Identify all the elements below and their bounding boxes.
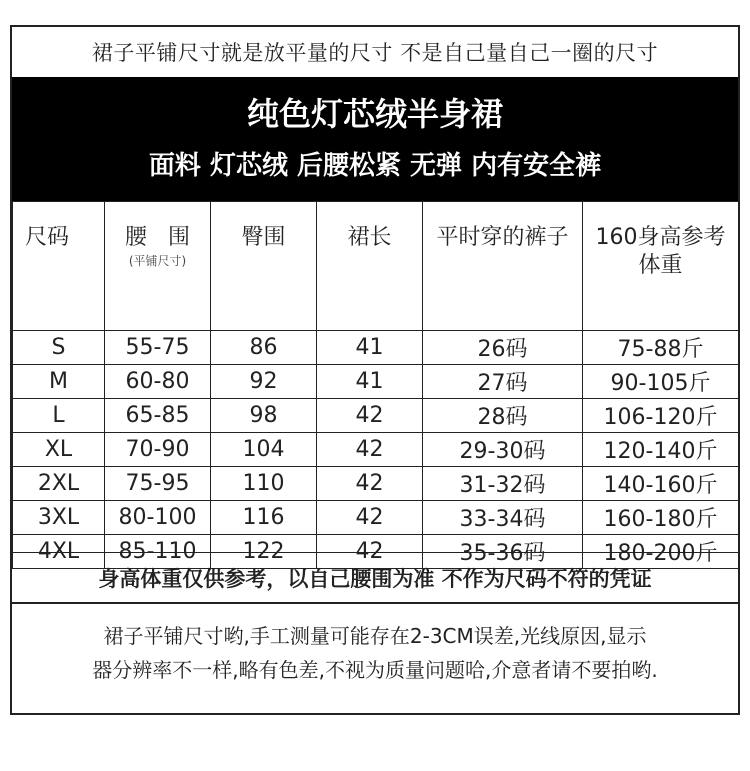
table-row bbox=[13, 467, 739, 501]
table-cell: 110 bbox=[211, 467, 317, 501]
disclaimer-line: 裙子平铺尺寸哟,手工测量可能存在2-3CM误差,光线原因,显示 bbox=[103, 624, 647, 648]
product-subtitle: 面料 灯芯绒 后腰松紧 无弹 内有安全裤 bbox=[148, 151, 602, 181]
table-cell: 42 bbox=[317, 399, 423, 433]
table-cell: 180-200斤 bbox=[583, 535, 739, 569]
table-cell: 86 bbox=[211, 331, 317, 365]
table-cell: 42 bbox=[317, 535, 423, 569]
table-cell: L bbox=[13, 399, 105, 433]
table-header-row bbox=[13, 202, 739, 331]
table-cell: 75-95 bbox=[105, 467, 211, 501]
table-cell: 80-100 bbox=[105, 501, 211, 535]
product-title: 纯色灯芯绒半身裙 bbox=[246, 95, 503, 133]
table-cell: 85-110 bbox=[105, 535, 211, 569]
table-cell: 42 bbox=[317, 433, 423, 467]
table-cell: 31-32码 bbox=[423, 467, 583, 501]
table-cell: 35-36码 bbox=[423, 535, 583, 569]
table-cell: 106-120斤 bbox=[583, 399, 739, 433]
column-header: 裙长 bbox=[317, 202, 423, 331]
table-cell: 27码 bbox=[423, 365, 583, 399]
table-cell: 41 bbox=[317, 331, 423, 365]
table-cell: 28码 bbox=[423, 399, 583, 433]
table-row bbox=[13, 501, 739, 535]
column-header: 尺码 bbox=[13, 202, 105, 331]
column-header: 160身高参考体重 bbox=[583, 202, 739, 331]
table-row bbox=[13, 399, 739, 433]
table-cell: 29-30码 bbox=[423, 433, 583, 467]
table-cell: 42 bbox=[317, 501, 423, 535]
table-cell: 104 bbox=[211, 433, 317, 467]
table-cell: 116 bbox=[211, 501, 317, 535]
column-header: 臀围 bbox=[211, 202, 317, 331]
table-cell: 26码 bbox=[423, 331, 583, 365]
size-chart-sheet bbox=[10, 25, 740, 715]
flat-measure-banner: 裙子平铺尺寸就是放平量的尺寸 不是自己量自己一圈的尺寸 bbox=[12, 27, 738, 79]
table-cell: 92 bbox=[211, 365, 317, 399]
table-cell: 140-160斤 bbox=[583, 467, 739, 501]
table-cell: 120-140斤 bbox=[583, 433, 739, 467]
column-header: 平时穿的裤子 bbox=[423, 202, 583, 331]
table-cell: 75-88斤 bbox=[583, 331, 739, 365]
table-cell: 90-105斤 bbox=[583, 365, 739, 399]
column-header: 腰 围 (平铺尺寸) bbox=[105, 202, 211, 331]
table-cell: M bbox=[13, 365, 105, 399]
product-header bbox=[12, 77, 738, 201]
table-cell: 70-90 bbox=[105, 433, 211, 467]
table-cell: 42 bbox=[317, 467, 423, 501]
table-cell: 98 bbox=[211, 399, 317, 433]
table-cell: 3XL bbox=[13, 501, 105, 535]
disclaimer-line: 器分辨率不一样,略有色差,不视为质量问题哈,介意者请不要拍哟. bbox=[92, 658, 658, 682]
table-row bbox=[13, 365, 739, 399]
table-cell: XL bbox=[13, 433, 105, 467]
table-cell: 55-75 bbox=[105, 331, 211, 365]
size-table bbox=[12, 201, 739, 569]
table-cell: 4XL bbox=[13, 535, 105, 569]
table-row bbox=[13, 331, 739, 365]
table-cell: 41 bbox=[317, 365, 423, 399]
table-cell: 33-34码 bbox=[423, 501, 583, 535]
table-cell: 65-85 bbox=[105, 399, 211, 433]
table-cell: 122 bbox=[211, 535, 317, 569]
table-cell: 160-180斤 bbox=[583, 501, 739, 535]
disclaimer-note bbox=[12, 619, 738, 687]
table-cell: 2XL bbox=[13, 467, 105, 501]
table-cell: S bbox=[13, 331, 105, 365]
reference-note: 身高体重仅供参考，以自己腰围为准 不作为尺码不符的凭证 bbox=[12, 552, 738, 604]
table-row bbox=[13, 433, 739, 467]
table-cell: 60-80 bbox=[105, 365, 211, 399]
